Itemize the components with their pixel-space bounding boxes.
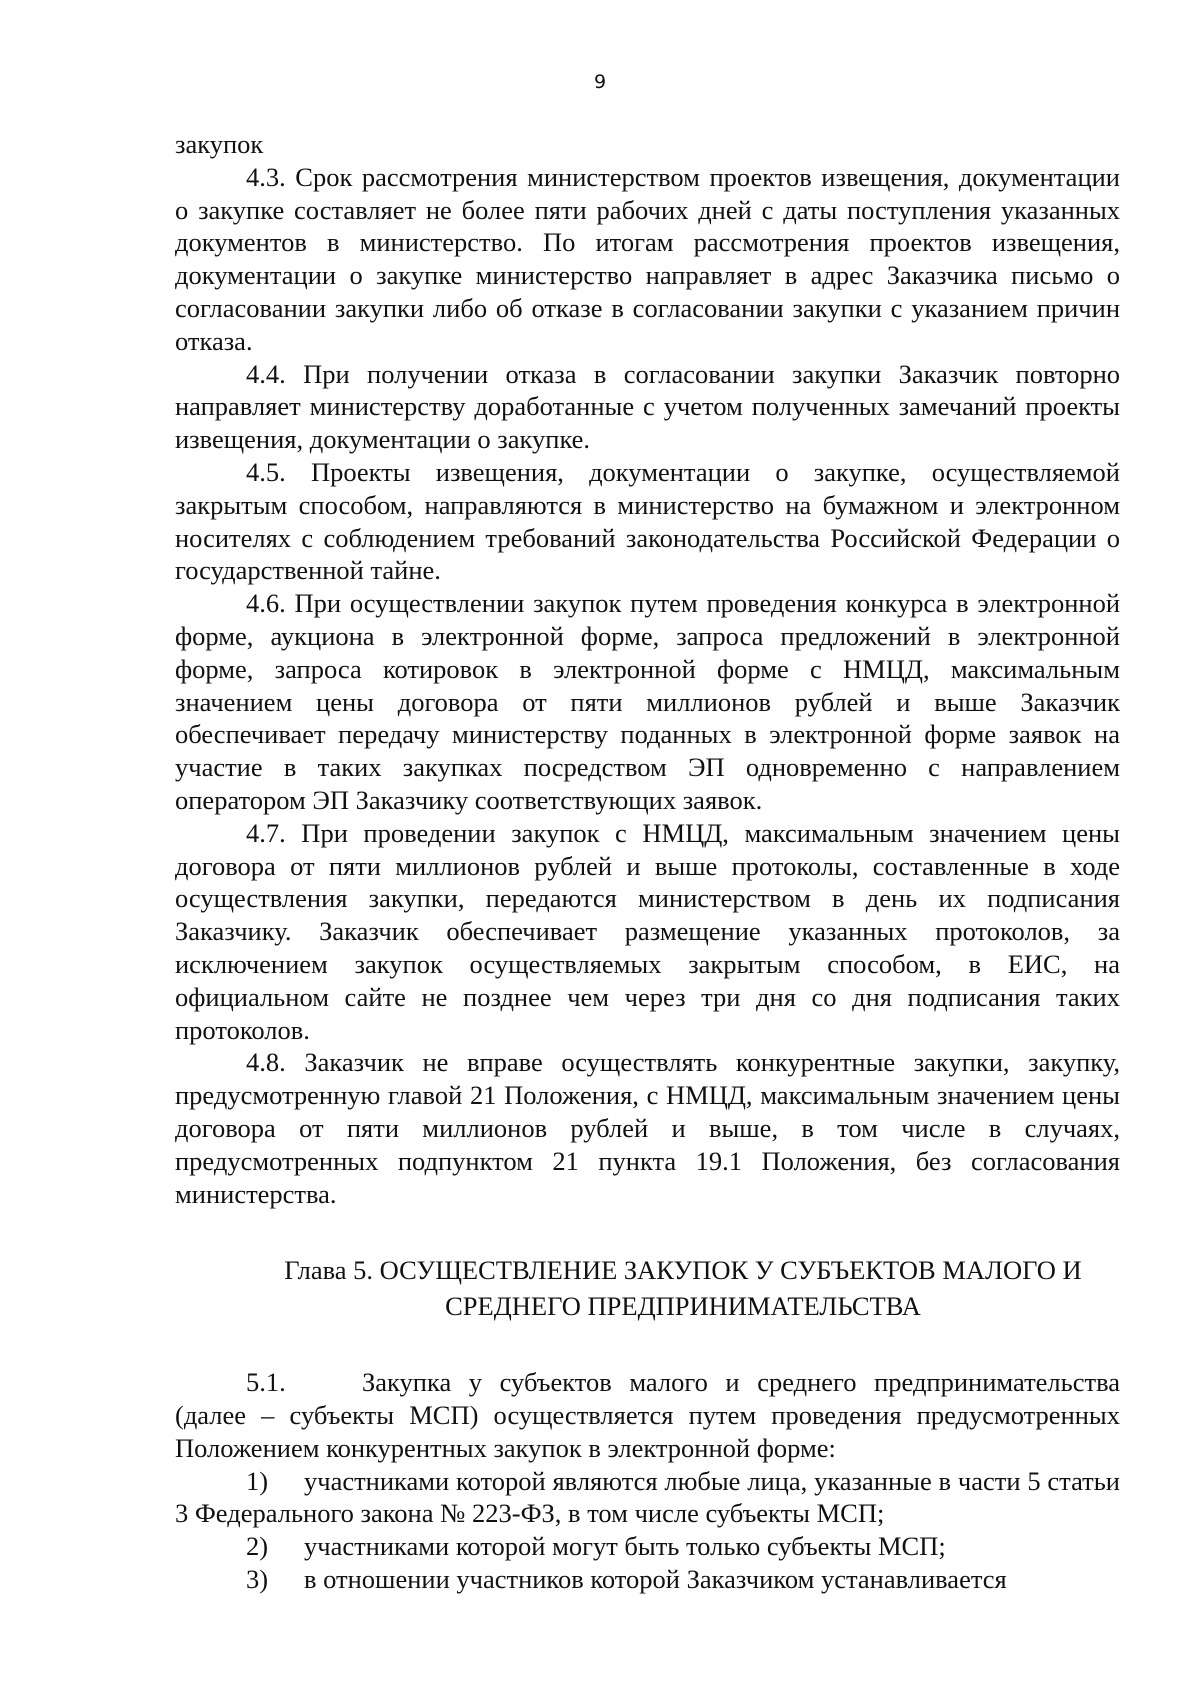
paragraph-5-1-text: Закупка у субъектов малого и среднего предпринимательства (далее – субъекты МСП) осуществляется путем проведения предусмотренных Положением конкурентных закупок в электронной форме: <box>175 1367 1120 1463</box>
list-item-3 <box>175 1563 1120 1596</box>
list-item-3-number: 3) <box>246 1564 269 1595</box>
paragraph-4-8: 4.8. Заказчик не вправе осуществлять конкурентные закупки, закупку, предусмотренную главой 21 Положения, с НМЦД, максимальным значением цены договора от пяти миллионов рублей и выше, в том числе в случаях, предусмотренных подпунктом 21 пункта 19.1 Положения, без согласования министерства. <box>175 1047 1120 1209</box>
paragraph-4-4: 4.4. При получении отказа в согласовании закупки Заказчик повторно направляет министерству доработанные с учетом полученных замечаний проекты извещения, документации о закупке. <box>175 358 1120 455</box>
chapter-heading-line-1: Глава 5. ОСУЩЕСТВЛЕНИЕ ЗАКУПОК У СУБЪЕКТОВ МАЛОГО И <box>284 1255 1082 1286</box>
paragraph-4-3: 4.3. Срок рассмотрения министерством проектов извещения, документации о закупке составляет не более пяти рабочих дней с даты поступления указанных документов в министерство. По итогам рассмотрения проектов извещения, документации о закупке министерство направляет в адрес Заказчика письмо о согласовании закупки либо об отказе в согласовании закупки с указанием причин отказа. <box>175 161 1120 356</box>
chapter-heading-line-2: СРЕДНЕГО ПРЕДПРИНИМАТЕЛЬСТВА <box>445 1291 921 1322</box>
chapter-heading <box>175 1252 1120 1324</box>
paragraph-5-1-number: 5.1. <box>246 1367 286 1398</box>
list-item-3-text: в отношении участников которой Заказчиком устанавливается <box>304 1564 1007 1595</box>
list-item-1-number: 1) <box>246 1465 269 1496</box>
paragraph-5-1 <box>175 1366 1120 1464</box>
paragraph-4-5: 4.5. Проекты извещения, документации о закупке, осуществляемой закрытым способом, направляются в министерство на бумажном и электронном носителях с соблюдением требований законодательства Российской Федерации о государственной тайне. <box>175 456 1120 586</box>
paragraph-continuation: закупок <box>175 129 264 159</box>
page-number: 9 <box>593 71 607 93</box>
document-body <box>175 128 1120 1596</box>
paragraph-4-6: 4.6. При осуществлении закупок путем проведения конкурса в электронной форме, аукциона в электронной форме, запроса предложений в электронной форме, запроса котировок в электронной форме с НМЦД, максимальным значением цены договора от пяти миллионов рублей и выше Заказчик обеспечивает передачу министерству поданных в электронной форме заявок на участие в таких закупках посредством ЭП одновременно с направлением оператором ЭП Заказчику соответствующих заявок. <box>175 588 1120 815</box>
list-item-2-text: участниками которой могут быть только субъекты МСП; <box>304 1531 946 1562</box>
list-item-1 <box>175 1465 1120 1531</box>
list-item-2 <box>175 1530 1120 1563</box>
list-item-2-number: 2) <box>246 1531 269 1562</box>
paragraph-4-7: 4.7. При проведении закупок с НМЦД, максимальным значением цены договора от пяти миллионов рублей и выше протоколы, составленные в ходе осуществления закупки, передаются министерством в день их подписания Заказчику. Заказчик обеспечивает размещение указанных протоколов, за исключением закупок осуществляемых закрытым способом, в ЕИС, на официальном сайте не позднее чем через три дня со дня подписания таких протоколов. <box>175 817 1120 1045</box>
section-spacer <box>175 1324 1120 1366</box>
list-item-1-text: участниками которой являются любые лица, указанные в части 5 статьи 3 Федерального закона № 223-ФЗ, в том числе субъекты МСП; <box>175 1465 1120 1529</box>
